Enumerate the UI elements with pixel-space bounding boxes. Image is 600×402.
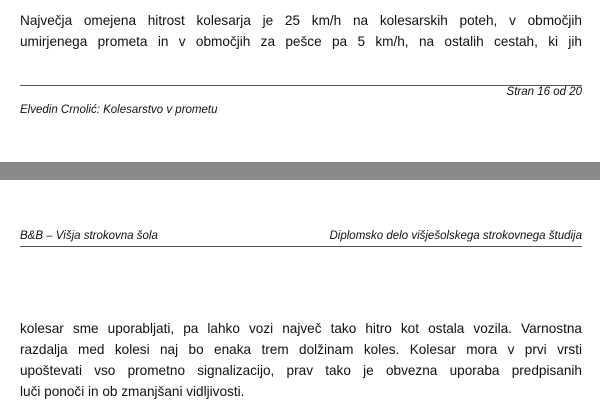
text-line: umirjenega prometa in v območjih za pešce pa 5 km/h, na ostalih cestah, ki jih [20, 34, 582, 49]
text-line: kolesar sme uporabljati, pa lahko vozi največ tako hitro kot ostala vozila. Varnostna [20, 321, 582, 336]
document-page-bottom [0, 180, 600, 402]
header-school: B&B – Višja strokovna šola [20, 230, 158, 242]
page-separator [0, 162, 600, 180]
body-paragraph-bottom [20, 318, 582, 402]
text-line: upoštevati vso prometno signalizacijo, prav tako je obvezna uporaba predpisanih [20, 363, 582, 378]
document-page-top [0, 0, 600, 162]
body-paragraph-top [20, 10, 582, 52]
footer-divider [20, 85, 582, 86]
text-line: razdalja med kolesi naj bo enaka trem dolžinam koles. Kolesar mora v prvi vrsti [20, 342, 582, 357]
text-line: luči ponoči in ob zmanjšani vidljivosti. [20, 384, 245, 399]
header-divider [20, 246, 582, 247]
text-line: Največja omejena hitrost kolesarja je 25 km/h na kolesarskih poteh, v območjih [20, 13, 582, 28]
page-number: Stran 16 od 20 [506, 86, 582, 98]
footer-author: Elvedin Crnolić: Kolesarstvo v prometu [20, 104, 218, 116]
header-thesis-type: Diplomsko delo višješolskega strokovnega študija [329, 230, 582, 242]
